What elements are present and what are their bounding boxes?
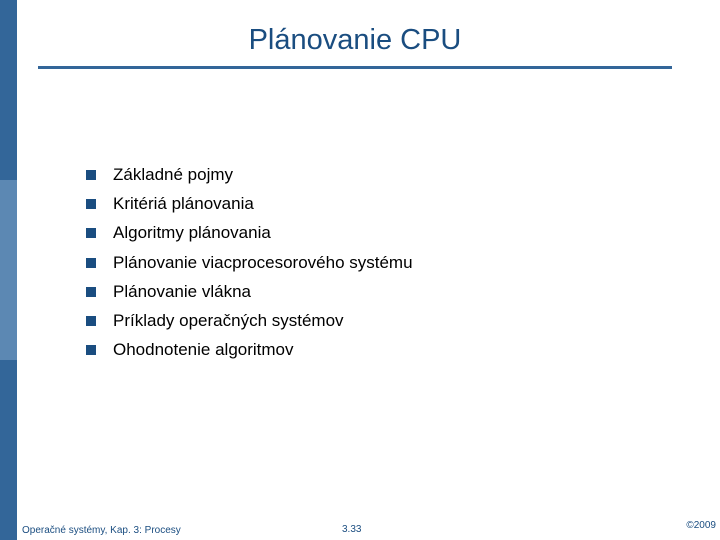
footer-slide-number: 3.33 — [342, 524, 362, 535]
bullet-text: Ohodnotenie algoritmov — [113, 340, 294, 360]
bullet-list — [86, 160, 413, 365]
bullet-item — [86, 219, 413, 248]
square-bullet-icon — [86, 316, 96, 326]
bullet-text: Kritériá plánovania — [113, 193, 254, 213]
bullet-text: Základné pojmy — [113, 164, 234, 184]
bullet-text: Plánovanie viacprocesorového systému — [113, 252, 413, 272]
bullet-item — [86, 277, 413, 306]
square-bullet-icon — [86, 199, 96, 209]
square-bullet-icon — [86, 258, 96, 268]
square-bullet-icon — [86, 345, 96, 355]
bullet-item — [86, 336, 413, 365]
bullet-item — [86, 160, 413, 189]
square-bullet-icon — [86, 287, 96, 297]
sidebar-stripe — [0, 0, 17, 540]
bullet-text: Plánovanie vlákna — [113, 281, 251, 301]
square-bullet-icon — [86, 228, 96, 238]
square-bullet-icon — [86, 170, 96, 180]
sidebar-segment-middle — [0, 180, 17, 360]
bullet-text: Príklady operačných systémov — [113, 311, 344, 331]
bullet-item — [86, 248, 413, 277]
footer-course-title: Operačné systémy, Kap. 3: Procesy — [22, 525, 181, 536]
sidebar-segment-bottom — [0, 360, 17, 540]
footer-copyright: ©2009 — [686, 520, 716, 531]
bullet-item — [86, 189, 413, 218]
bullet-text: Algoritmy plánovania — [113, 223, 271, 243]
bullet-item — [86, 306, 413, 335]
sidebar-segment-top — [0, 0, 17, 180]
slide-title: Plánovanie CPU — [248, 24, 462, 56]
title-underline — [38, 66, 672, 69]
